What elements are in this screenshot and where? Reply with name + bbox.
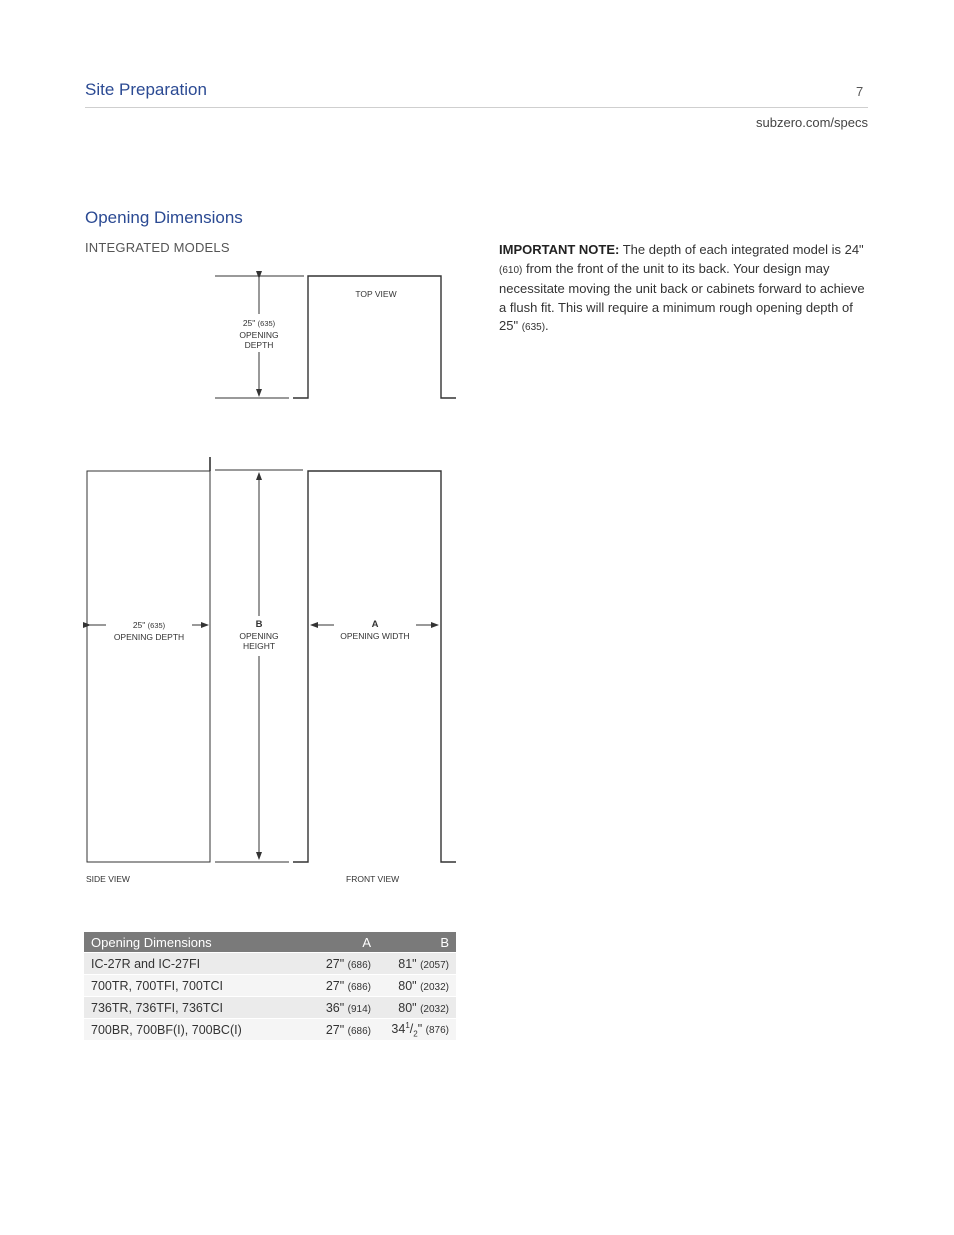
models-label: INTEGRATED MODELS <box>85 240 230 255</box>
front-view-outline <box>293 471 456 862</box>
table-row <box>84 953 456 975</box>
side-depth-label: 25" (635) OPENING DEPTH <box>106 619 192 643</box>
height-label: B OPENING HEIGHT <box>231 618 287 653</box>
note-mm-1: (610) <box>499 264 523 276</box>
note-mm-2: (635) <box>521 322 546 334</box>
note-text-2: from the front of the unit to its back. Your design may necessitate moving the unit back or cabinets forward to achieve a flush fit. This will require a minimum rough opening depth of 25" <box>499 260 865 334</box>
b-cell: 81" (2057) <box>378 953 456 975</box>
model-cell: 700TR, 700TFI, 700TCI <box>84 975 304 997</box>
top-depth-label: 25" (635) OPENING DEPTH <box>231 317 287 352</box>
side-view-outline <box>87 471 210 862</box>
a-cell: 27" (686) <box>304 1019 378 1041</box>
b-cell: $34^1/_2$" (876) <box>378 1019 456 1041</box>
b-cell: 80" (2032) <box>378 997 456 1019</box>
side-view-label: SIDE VIEW <box>86 874 130 884</box>
header-a: A <box>304 932 378 953</box>
model-cell: IC-27R and IC-27FI <box>84 953 304 975</box>
note-label: IMPORTANT NOTE: <box>499 242 620 257</box>
section-title: Site Preparation <box>85 80 207 99</box>
table-row <box>84 1019 456 1041</box>
header-model: Opening Dimensions <box>84 932 304 953</box>
table-row <box>84 975 456 997</box>
opening-dimensions-table <box>84 932 456 1040</box>
a-cell: 36" (914) <box>304 997 378 1019</box>
page-number: 7 <box>856 84 864 99</box>
subsection-title: Opening Dimensions <box>85 208 243 227</box>
note-text-1: The depth of each integrated model is 24" <box>619 242 864 257</box>
a-cell: 27" (686) <box>304 953 378 975</box>
site-url-link[interactable]: subzero.com/specs <box>756 115 868 130</box>
table-row <box>84 997 456 1019</box>
table-header-row <box>84 932 456 953</box>
model-cell: 736TR, 736TFI, 736TCI <box>84 997 304 1019</box>
note-text-3: . <box>545 318 549 334</box>
front-view-label: FRONT VIEW <box>346 874 400 884</box>
width-label: A OPENING WIDTH <box>334 618 416 642</box>
b-cell: 80" (2032) <box>378 975 456 997</box>
top-view-label: TOP VIEW <box>344 288 408 301</box>
a-cell: 27" (686) <box>304 975 378 997</box>
model-cell: 700BR, 700BF(I), 700BC(I) <box>84 1019 304 1041</box>
header-b: B <box>378 932 456 953</box>
